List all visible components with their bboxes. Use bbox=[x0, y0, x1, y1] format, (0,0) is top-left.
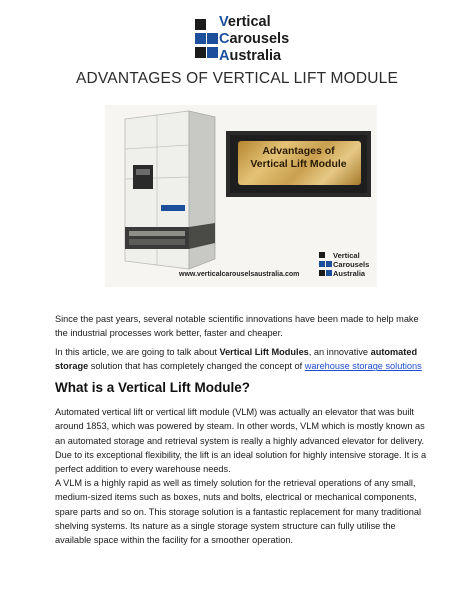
warehouse-storage-link[interactable]: warehouse storage solutions bbox=[304, 361, 422, 372]
article-paragraph: In this article, we are going to talk about Vertical Lift Modules, an innovative automated storage solution that has completely changed the concept of warehouse storage solutions bbox=[55, 347, 422, 372]
logo-wordmark: Vertical Carousels Australia bbox=[219, 14, 290, 64]
section-heading: What is a Vertical Lift Module? bbox=[55, 380, 251, 395]
vlm-description-paragraph: Automated vertical lift or vertical lift module (VLM) was actually an elevator that was built around 1853, which was powered by steam. In other words, VLM which is mostly known as an automated storage and retrieval system is really a highly advanced elevator for delivery. Due to its exceptional flexibility, the lift is an ideal solution for highly intensive storage. It is a perfect addition to every warehouse needs. bbox=[55, 407, 427, 475]
banner-url: www.verticalcarouselsaustralia.com bbox=[179, 271, 300, 278]
logo-squares-icon bbox=[193, 17, 219, 63]
page-title: ADVANTAGES OF VERTICAL LIFT MODULE bbox=[75, 70, 399, 87]
hero-banner bbox=[105, 105, 377, 287]
banner-logo: Vertical Carousels Australia bbox=[319, 251, 377, 285]
vertical-lift-machine-icon bbox=[111, 109, 223, 275]
vlm-benefits-paragraph: A VLM is a highly rapid as well as timely solution for the retrieval operations of any small, medium-sized items such as boxes, nuts and bolts, electrical or mechanical components, spare parts and so on. This storage solution is a fantastic replacement for many traditional shelving systems. Its nature as a single storage system structure can fully utilise the available space within the facility for a smoother operation. bbox=[55, 478, 421, 546]
vlm-bold-text: Vertical Lift Modules bbox=[219, 347, 309, 357]
banner-card-line1: Advantages of bbox=[262, 145, 335, 157]
company-logo bbox=[193, 14, 293, 68]
banner-card-line2: Vertical Lift Module bbox=[250, 158, 347, 170]
intro-paragraph: Since the past years, several notable scientific innovations have been made to help make the industrial processes work better, faster and cheaper. bbox=[55, 314, 419, 339]
banner-title-card bbox=[230, 135, 367, 193]
